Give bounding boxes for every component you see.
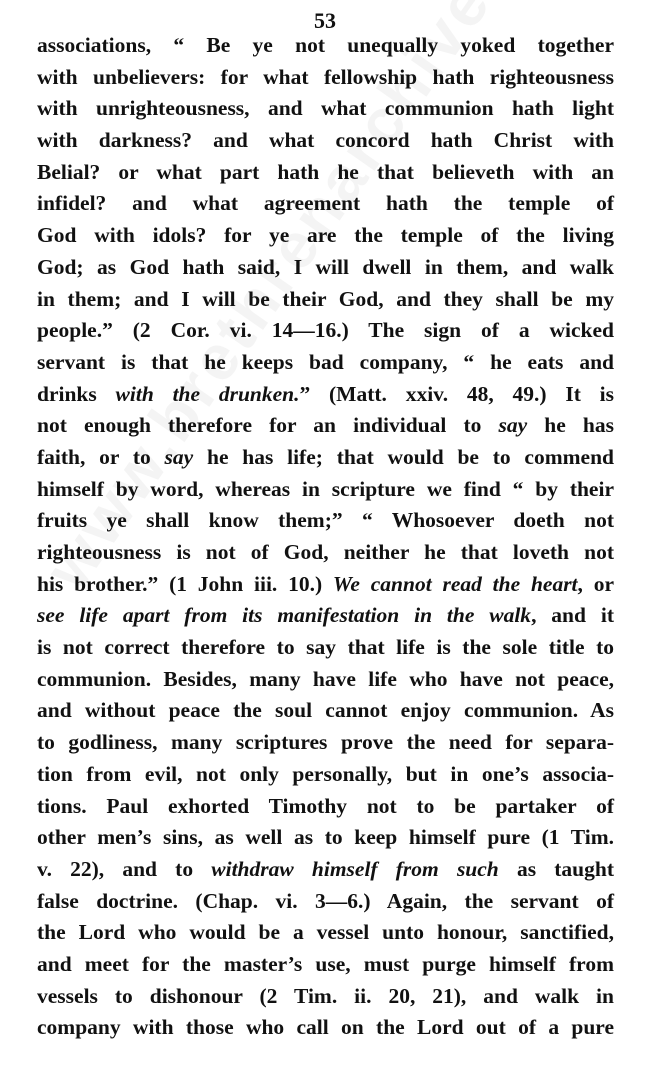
text-run: servant is that he keeps bad company, “ he eats and	[37, 349, 614, 374]
text-run: ” (Matt. xxiv. 48, 49.) It is	[299, 381, 614, 406]
text-run: himself by word, whereas in scripture we find “ by their	[37, 476, 614, 501]
text-line	[37, 917, 614, 949]
text-run: he has	[527, 413, 614, 438]
text-line	[37, 664, 614, 696]
text-line	[37, 822, 614, 854]
text-run: and meet for the master’s use, must purge himself from	[37, 951, 614, 976]
text-run: and without peace the soul cannot enjoy communion. As	[37, 698, 614, 723]
text-line	[37, 410, 614, 442]
text-run: as taught	[498, 856, 614, 881]
italic-text: say	[164, 444, 194, 469]
text-run: vessels to dishonour (2 Tim. ii. 20, 21), and walk in	[37, 983, 614, 1008]
text-run: drinks	[37, 381, 116, 406]
text-line	[37, 695, 614, 727]
body-text	[37, 30, 614, 1044]
text-run: he has life; that would be to commend	[193, 444, 614, 469]
text-line	[37, 442, 614, 474]
text-line	[37, 188, 614, 220]
text-line	[37, 93, 614, 125]
text-run: with darkness? and what concord hath Christ with	[37, 128, 614, 153]
text-run: communion. Besides, many have life who have not peace,	[37, 666, 614, 691]
text-run: false doctrine. (Chap. vi. 3—6.) Again, the servant of	[37, 888, 614, 913]
text-run: with unbelievers: for what fellowship hath righteousness	[37, 64, 614, 89]
italic-text: We cannot read the heart	[332, 571, 578, 596]
text-run: is not correct therefore to say that life is the sole title to	[37, 635, 614, 660]
text-line	[37, 1012, 614, 1044]
text-run: infidel? and what agreement hath the temple of	[37, 191, 614, 216]
text-run: , or	[577, 571, 615, 596]
text-run: company with those who call on the Lord out of a pure	[37, 1015, 614, 1040]
text-line	[37, 315, 614, 347]
text-line	[37, 759, 614, 791]
text-run: v. 22), and to	[37, 856, 212, 881]
text-run: his brother.” (1 John iii. 10.)	[37, 571, 333, 596]
text-line	[37, 474, 614, 506]
text-run: faith, or to	[37, 444, 165, 469]
text-run: tion from evil, not only personally, but in one’s associa-	[37, 761, 614, 786]
text-run: the Lord who would be a vessel unto honour, sanctified,	[37, 920, 614, 945]
text-run: God; as God hath said, I will dwell in them, and walk	[37, 254, 614, 279]
text-run: , and it	[531, 603, 614, 628]
text-line	[37, 252, 614, 284]
text-run: not enough therefore for an individual to	[37, 413, 499, 438]
text-line	[37, 347, 614, 379]
text-line	[37, 632, 614, 664]
italic-text: withdraw himself from such	[211, 856, 499, 881]
text-line	[37, 854, 614, 886]
text-run: in them; and I will be their God, and they shall be my	[37, 286, 614, 311]
text-run: to godliness, many scriptures prove the need for separa-	[37, 730, 614, 755]
text-run: with unrighteousness, and what communion hath light	[37, 96, 614, 121]
text-line	[37, 505, 614, 537]
page-number: 53	[314, 8, 336, 33]
text-run: people.” (2 Cor. vi. 14—16.) The sign of a wicked	[37, 318, 614, 343]
text-line	[37, 569, 614, 601]
text-run: Belial? or what part hath he that believeth with an	[37, 159, 614, 184]
text-line	[37, 30, 614, 62]
text-line	[37, 886, 614, 918]
text-line	[37, 284, 614, 316]
text-line	[37, 981, 614, 1013]
text-line	[37, 62, 614, 94]
text-line	[37, 791, 614, 823]
text-run: God with idols? for ye are the temple of the living	[37, 223, 614, 248]
text-line	[37, 600, 614, 632]
text-line	[37, 125, 614, 157]
text-line	[37, 727, 614, 759]
text-run: fruits ye shall know them;” “ Whosoever doeth not	[37, 508, 614, 533]
italic-text: say	[498, 413, 528, 438]
text-run: other men’s sins, as well as to keep himself pure (1 Tim.	[37, 825, 614, 850]
text-run: associations, “ Be ye not unequally yoked together	[37, 33, 614, 57]
text-line	[37, 537, 614, 569]
italic-text: with the drunken.	[115, 381, 300, 406]
text-line	[37, 220, 614, 252]
text-run: righteousness is not of God, neither he that loveth not	[37, 540, 614, 564]
text-line	[37, 157, 614, 189]
italic-text: see life apart from its manifestation in the walk	[37, 603, 532, 628]
text-line	[37, 949, 614, 981]
text-run: tions. Paul exhorted Timothy not to be partaker of	[37, 793, 614, 818]
text-line	[37, 379, 614, 411]
